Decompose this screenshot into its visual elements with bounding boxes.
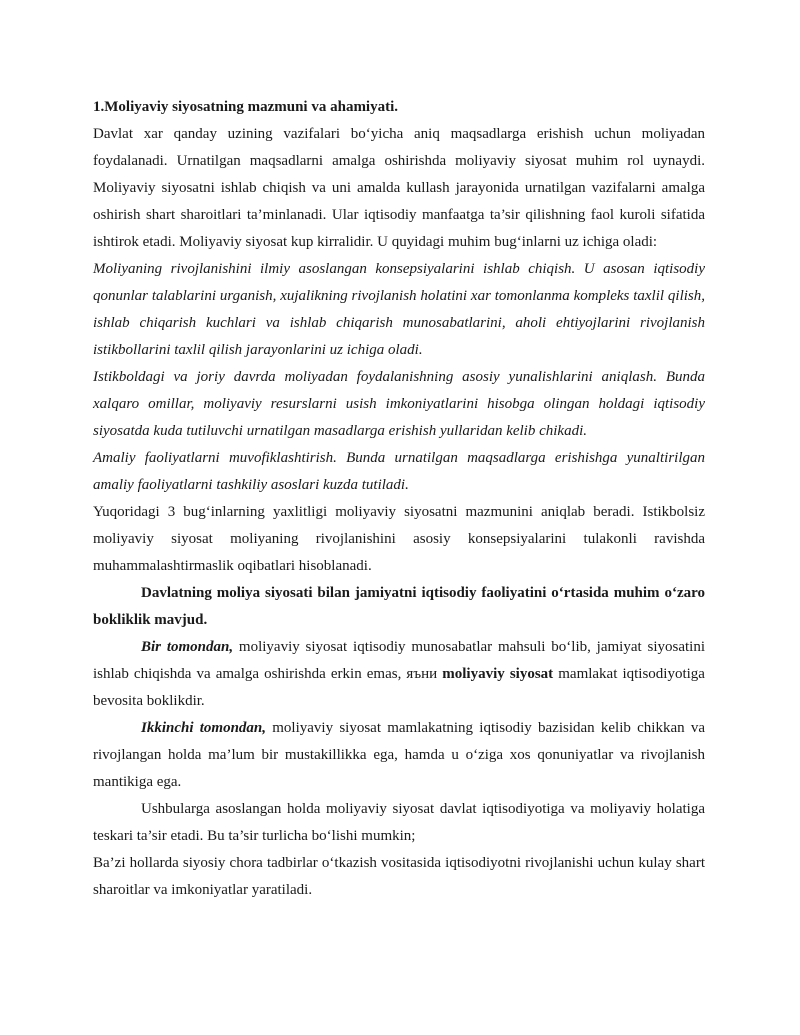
paragraph-text: moliyaviy siyosat mamlakatning iqtisodiy bazisidan kelib chikkan va rivojlangan holda ma’lum bir mustakillikka ega, hamda u o‘ziga xos qonuniyatlar va rivojlanish mantikiga ega. [93, 720, 705, 790]
paragraph-first-hand [93, 634, 705, 715]
paragraph-summary: Yuqoridagi 3 bug‘inlarning yaxlitligi moliyaviy siyosatni mazmunini aniqlab beradi. Istikbolsiz moliyaviy siyosat moliyaning rivojlanishini asosiy konsepsiyalarini tulakonli ravishda muhammalashtirmaslik oqibatlari hisoblanadi. [93, 504, 705, 574]
paragraph-tail: mamlakat iqtisodiyotiga bevosita boklikdir. [93, 666, 705, 709]
paragraph-bold-statement: Davlatning moliya siyosati bilan jamiyatni iqtisodiy faoliyatini o‘rtasida muhim o‘zaro bokliklik mavjud. [93, 585, 705, 628]
lead-phrase: Ikkinchi tomondan, [141, 720, 267, 736]
paragraph-item-3: Amaliy faoliyatlarni muvofiklashtirish. Bunda urnatilgan maqsadlarga erishishga yunaltirilgan amaliy faoliyatlarni tashkiliy asoslari kuzda tutiladi. [93, 450, 705, 493]
bold-phrase: moliyaviy siyosat [442, 666, 554, 682]
lead-phrase: Bir tomondan, [141, 639, 234, 655]
section-heading: 1.Moliyaviy siyosatning mazmuni va ahamiyati. [93, 99, 399, 115]
document-body [93, 94, 705, 904]
paragraph-item-2: Istikboldagi va joriy davrda moliyadan foydalanishning asosiy yunalishlarini aniqlash. Bunda xalqaro omillar, moliyaviy resurslarni usish imkoniyatlarini hisobga olingan holdagi iqtisodiy siyosatda kuda tutiluvchi urnatilgan masadlarga erishish yullaridan kelib chikadi. [93, 369, 705, 439]
paragraph-conditions: Ba’zi hollarda siyosiy chora tadbirlar o‘tkazish vositasida iqtisodiyotni rivojlanishi uchun kulay shart sharoitlar va imkoniyatlar yaratiladi. [93, 855, 705, 898]
paragraph-text: moliyaviy siyosat iqtisodiy munosabatlar mahsuli bo‘lib, jamiyat siyosatini ishlab chiqishda va amalga oshirishda erkin emas, яъни [93, 639, 705, 682]
paragraph-influence: Ushbularga asoslangan holda moliyaviy siyosat davlat iqtisodiyotiga va moliyaviy holatiga teskari ta’sir etadi. Bu ta’sir turlicha bo‘lishi mumkin; [93, 801, 705, 844]
paragraph-intro: Davlat xar qanday uzining vazifalari bo‘yicha aniq maqsadlarga erishish uchun moliyadan foydalanadi. Urnatilgan maqsadlarni amalga oshirishda moliyaviy siyosat muhim rol uynaydi. Moliyaviy siyosatni ishlab chiqish va uni amalda kullash jarayonida urnatilgan vazifalarni amalga oshirish shart sharoitlari ta’minlanadi. Ular iqtisodiy manfaatga ta’sir qilishning faol kuroli sifatida ishtirok etadi. Moliyaviy siyosat kup kirralidir. U quyidagi muhim bug‘inlarni uz ichiga oladi: [93, 126, 705, 250]
paragraph-second-hand [93, 715, 705, 796]
paragraph-item-1: Moliyaning rivojlanishini ilmiy asoslangan konsepsiyalarini ishlab chiqish. U asosan iqtisodiy qonunlar talablarini urganish, xujalikning rivojlanish holatini xar tomonlanma kompleks taxlil qilish, ishlab chiqarish kuchlari va ishlab chiqarish munosabatlarini, aholi ehtiyojlarini rivojlanish istikbollarini taxlil qilish jarayonlarini uz ichiga oladi. [93, 261, 705, 358]
